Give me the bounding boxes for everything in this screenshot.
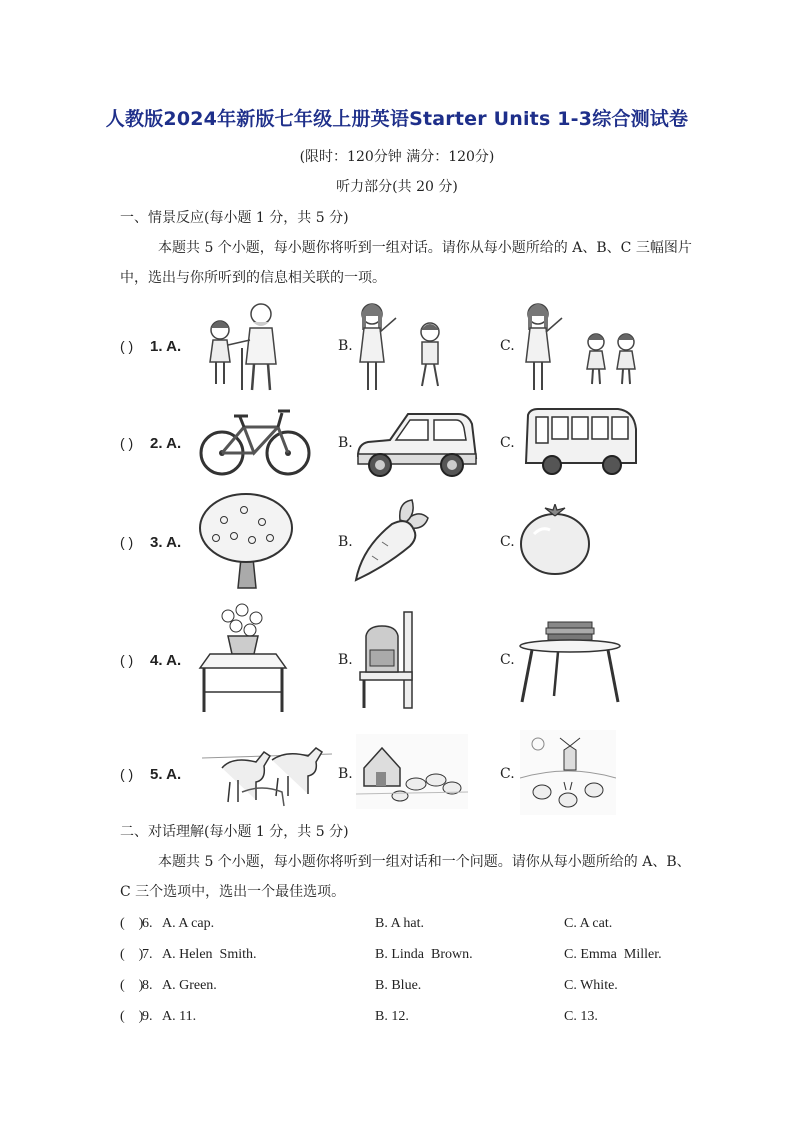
option-b-label: B. (338, 534, 353, 550)
apple-tree-icon (196, 490, 296, 590)
question-row (120, 600, 700, 715)
question-number: 5. A. (150, 766, 182, 783)
option-c-label: C. (500, 766, 515, 782)
question-row (120, 300, 700, 400)
answer-blank[interactable]: ( ) (120, 338, 134, 354)
car-icon (354, 410, 479, 480)
woman-waving-boy-icon (352, 300, 452, 395)
section1-instruction: 本题共 5 个小题，每小题你将听到一组对话。请你从每小题所给的 A、B、C 三幅图片中，选出与你所听到的信息相关联的一项。 (120, 240, 692, 286)
question-row (120, 405, 700, 485)
question-number: 8. (142, 978, 153, 993)
question-number: 6. (142, 916, 153, 931)
horses-icon (202, 738, 332, 808)
option-a: A. A cap. (162, 916, 215, 931)
page-title: 人教版2024年新版七年级上册英语Starter Units 1-3综合测试卷 (105, 108, 689, 130)
option-c-label: C. (500, 435, 515, 451)
option-b-label: B. (338, 766, 353, 782)
option-c-label: C. (500, 534, 515, 550)
question-number: 7. (142, 947, 153, 962)
question-number: 2. A. (150, 435, 182, 452)
answer-blank[interactable]: ( ) (120, 435, 134, 451)
rabbits-farm-icon (520, 730, 616, 815)
answer-blank[interactable]: ( ) (120, 916, 144, 931)
girl-and-grandpa-icon (198, 300, 298, 395)
answer-blank[interactable]: ( ) (120, 978, 144, 993)
section2-heading: 二、对话理解(每小题 1 分，共 5 分) (120, 824, 349, 840)
question-row (120, 728, 700, 818)
answer-blank[interactable]: ( ) (120, 534, 134, 550)
option-c-label: C. (500, 652, 515, 668)
option-c: C. Emma Miller. (564, 947, 662, 962)
question-number: 4. A. (150, 652, 182, 669)
option-c: C. A cat. (564, 916, 613, 931)
question-row (120, 490, 700, 590)
farm-animals-icon (356, 734, 468, 809)
option-a: A. 11. (162, 1009, 197, 1024)
option-b: B. Linda Brown. (375, 947, 473, 962)
option-b-label: B. (338, 338, 353, 354)
option-b: B. A hat. (375, 916, 425, 931)
option-c-label: C. (500, 338, 515, 354)
answer-blank[interactable]: ( ) (120, 1009, 144, 1024)
option-b: B. 12. (375, 1009, 409, 1024)
option-c: C. White. (564, 978, 618, 993)
option-b-label: B. (338, 435, 353, 451)
answer-blank[interactable]: ( ) (120, 766, 134, 782)
woman-waving-girls-icon (518, 300, 648, 395)
option-b: B. Blue. (375, 978, 422, 993)
option-a: A. Helen Smith. (162, 947, 257, 962)
bicycle-icon (198, 405, 313, 480)
question-number: 9. (142, 1009, 153, 1024)
option-b-label: B. (338, 652, 353, 668)
option-a: A. Green. (162, 978, 217, 993)
option-c: C. 13. (564, 1009, 598, 1024)
answer-blank[interactable]: ( ) (120, 652, 134, 668)
answer-blank[interactable]: ( ) (120, 947, 144, 962)
section1-heading: 一、情景反应(每小题 1 分，共 5 分) (120, 210, 349, 226)
time-score-info: (限时：120分钟 满分：120分) (299, 149, 495, 165)
bus-icon (522, 405, 640, 480)
carrot-icon (352, 498, 432, 583)
flowers-on-table-icon (198, 600, 288, 715)
question-number: 1. A. (150, 338, 182, 355)
books-on-table-icon (518, 620, 623, 705)
question-number: 3. A. (150, 534, 182, 551)
section2-instruction: 本题共 5 个小题，每小题你将听到一组对话和一个问题。请你从每小题所给的 A、B、C 三个选项中，选出一个最佳选项。 (120, 854, 691, 900)
backpack-on-chair-icon (356, 610, 426, 710)
tomato-icon (518, 504, 593, 576)
part-title: 听力部分(共 20 分) (336, 179, 458, 195)
